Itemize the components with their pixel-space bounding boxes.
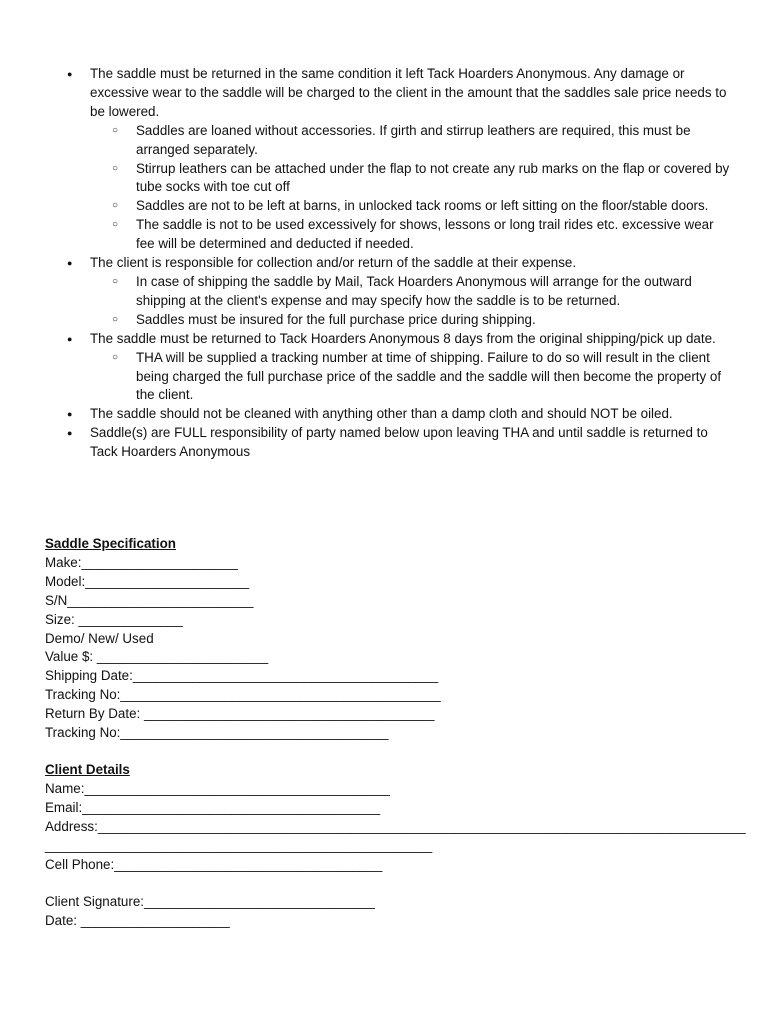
terms-bullet-text: The saddle must be returned to Tack Hoarders Anonymous 8 days from the original shipping/pick up date.	[90, 330, 716, 346]
client-signature-field[interactable]: Client Signature:_______________________________	[45, 894, 375, 910]
model-field[interactable]: Model:______________________	[45, 573, 250, 589]
make-field[interactable]: Make:_____________________	[45, 554, 238, 570]
terms-sub-item: ○ In case of shipping the saddle by Mail, Tack Hoarders Anonymous will arrange for the outward shipping at the client's expense and may specify how the saddle is to be returned.	[90, 273, 735, 311]
terms-list	[45, 65, 735, 462]
client-details-heading: Client Details	[45, 762, 130, 777]
terms-bullet-item	[45, 254, 735, 330]
terms-sub-item: ○ Saddles are not to be left at barns, in unlocked tack rooms or left sitting on the floor/stable doors.	[90, 197, 735, 216]
terms-bullet-item	[45, 65, 735, 254]
terms-bullet-item	[45, 424, 735, 462]
terms-sub-item: ○ THA will be supplied a tracking number at time of shipping. Failure to do so will result in the client being charged the full purchase price of the saddle and the saddle will then become the property of the client.	[90, 349, 735, 406]
saddle-specification-section	[45, 535, 745, 743]
address-field[interactable]: Address:_______________________________________________________________________________________	[45, 818, 746, 834]
terms-sub-item: ○ The saddle is not to be used excessively for shows, lessons or long trail rides etc. excessive wear fee will be determined and deducted if needed.	[90, 216, 735, 254]
terms-sub-item: ○ Stirrup leathers can be attached under the flap to not create any rub marks on the flap or covered by tube socks with toe cut off	[90, 160, 735, 198]
terms-sub-item: ○ Saddles must be insured for the full purchase price during shipping.	[90, 311, 735, 330]
serial-number-field[interactable]: S/N_________________________	[45, 592, 254, 608]
cell-phone-field[interactable]: Cell Phone:____________________________________	[45, 856, 383, 872]
terms-bullet-item	[45, 405, 735, 424]
shipping-date-field[interactable]: Shipping Date:_________________________________________	[45, 668, 439, 684]
terms-sub-list	[90, 122, 735, 254]
client-details-section	[45, 761, 745, 931]
terms-bullet-item	[45, 330, 735, 406]
value-field[interactable]: Value $: _______________________	[45, 649, 269, 665]
return-by-date-field[interactable]: Return By Date: _______________________________________	[45, 706, 435, 722]
terms-bullet-text: The client is responsible for collection and/or return of the saddle at their expense.	[90, 255, 577, 271]
condition-options[interactable]: Demo/ New/ Used	[45, 630, 154, 646]
return-tracking-number-field[interactable]: Tracking No:____________________________________	[45, 725, 389, 741]
email-field[interactable]: Email:________________________________________	[45, 799, 381, 815]
date-field[interactable]: Date: ____________________	[45, 913, 230, 929]
terms-bullet-text: The saddle must be returned in the same condition it left Tack Hoarders Anonymous. Any damage or excessive wear to the saddle will be charged to the client in the amount that the saddles sale price needs to be lowered.	[90, 66, 727, 119]
terms-sub-item: ○ Saddles are loaned without accessories. If girth and stirrup leathers are required, this must be arranged separately.	[90, 122, 735, 160]
terms-bullet-text: Saddle(s) are FULL responsibility of party named below upon leaving THA and until saddle is returned to Tack Hoarders Anonymous	[90, 425, 708, 460]
tracking-number-field[interactable]: Tracking No:___________________________________________	[45, 687, 441, 703]
saddle-specification-heading: Saddle Specification	[45, 536, 176, 551]
size-field[interactable]: Size: ______________	[45, 611, 183, 627]
spacer	[45, 874, 745, 893]
address-continued-field[interactable]: ____________________________________________________	[45, 837, 433, 853]
name-field[interactable]: Name:_________________________________________	[45, 780, 390, 796]
terms-sub-list	[90, 349, 735, 406]
terms-sub-list	[90, 273, 735, 330]
terms-bullet-text: The saddle should not be cleaned with anything other than a damp cloth and should NOT be oiled.	[90, 406, 673, 422]
